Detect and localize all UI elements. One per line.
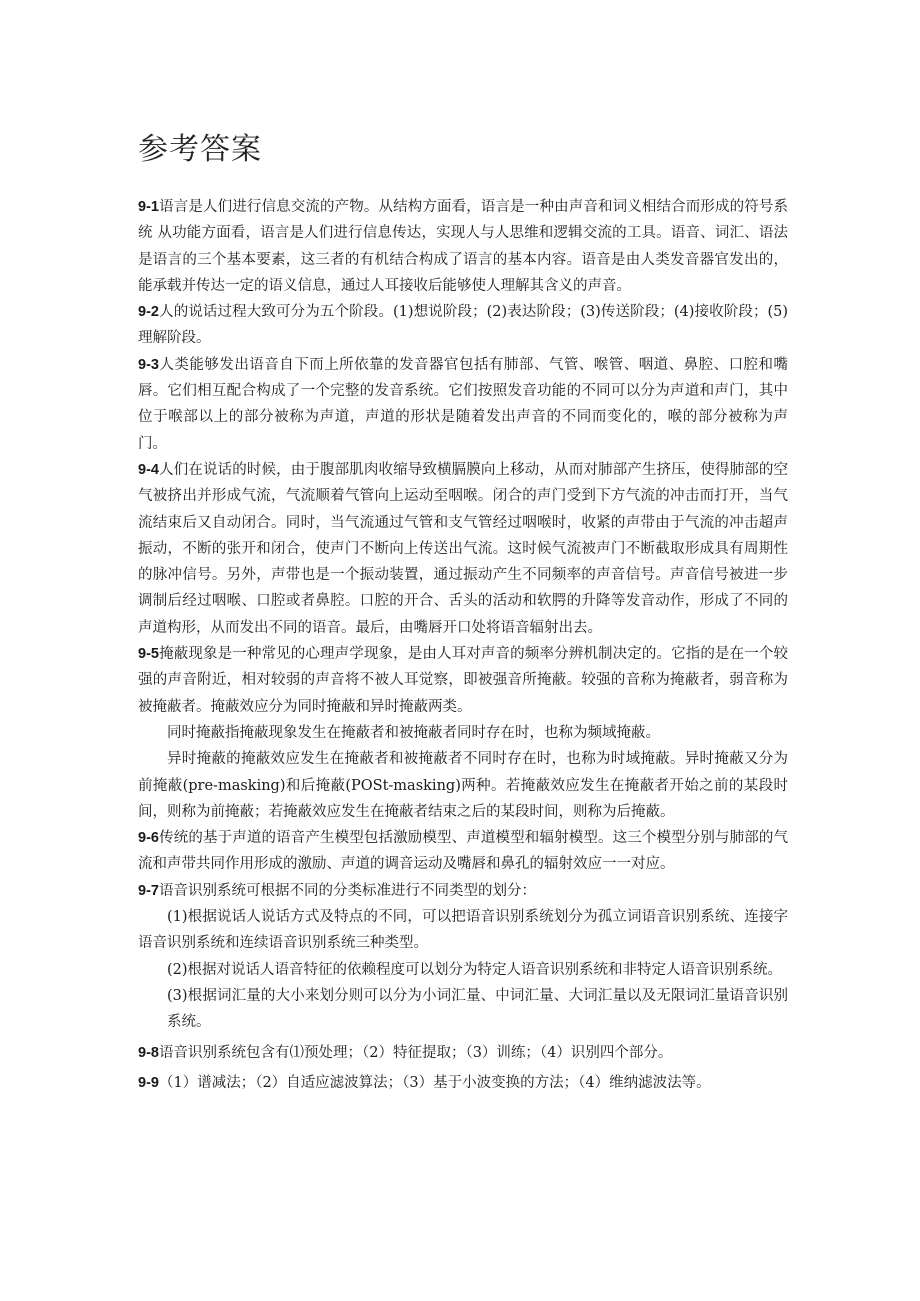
answer-text: 语音识别系统包含有⑴预处理；（2）特征提取；（3）训练；（4）识别四个部分。: [158, 1044, 673, 1061]
answer-text: 传统的基于声道的语音产生模型包括激励模型、声道模型和辐射模型。这三个模型分别与肺部的气流和声带共同作用形成的激励、声道的调音运动及嘴唇和鼻孔的辐射效应一一对应。: [138, 830, 788, 873]
answer-number: 9-8: [138, 1044, 159, 1061]
answer-9-7: [138, 878, 788, 904]
answer-text: 人的说话过程大致可分为五个阶段。(1)想说阶段；(2)表达阶段；(3)传送阶段；(4)接收阶段；(5)理解阶段。: [138, 304, 788, 347]
answer-9-5-simultaneous-masking: 同时掩蔽指掩蔽现象发生在掩蔽者和被掩蔽者同时存在时，也称为频域掩蔽。: [167, 724, 660, 741]
answer-9-5: [138, 641, 788, 720]
answer-9-7-item-2: (2)根据对说话人语音特征的依赖程度可以划分为特定人语音识别系统和非特定人语音识别系统。: [167, 961, 783, 978]
answer-9-7-item-1: (1)根据说话人说话方式及特点的不同，可以把语音识别系统划分为孤立词语音识别系统、连接字语音识别系统和连续语音识别系统三种类型。: [138, 909, 788, 952]
answer-9-5-temporal-masking: 异时掩蔽的掩蔽效应发生在掩蔽者和被掩蔽者不同时存在时，也称为时域掩蔽。异时掩蔽又分为前掩蔽(pre-masking)和后掩蔽(POSt-masking)两种。若掩蔽效应发生在掩蔽者开始之前的某段时间，则称为前掩蔽；若掩蔽效应发生在掩蔽者结束之后的某段时间，则称为后掩蔽。: [138, 751, 788, 820]
answer-number: 9-6: [138, 830, 159, 847]
answer-text: 掩蔽现象是一种常见的心理声学现象，是由人耳对声音的频率分辨机制决定的。它指的是在一个较强的声音附近，相对较弱的声音将不被人耳觉察，即被强音所掩蔽。较强的音称为掩蔽者，弱音称为被掩蔽者。掩蔽效应分为同时掩蔽和异时掩蔽两类。: [138, 646, 788, 715]
answer-number: 9-5: [138, 646, 159, 663]
answer-number: 9-9: [138, 1074, 159, 1091]
answer-number: 9-7: [138, 882, 159, 899]
answer-text: 语言是人们进行信息交流的产物。从结构方面看，语言是一种由声音和词义相结合而形成的符号系统 从功能方面看，语言是人们进行信息传达，实现人与人思维和逻辑交流的工具。语音、词汇、语法是语言的三个基本要素，这三者的有机结合构成了语言的基本内容。语音是由人类发音器官发出的，能承载并传达一定的语义信息，通过人耳接收后能够使人理解其含义的声音。: [138, 199, 788, 294]
answer-text: （1）谱减法；（2）自适应滤波算法；（3）基于小波变换的方法；（4）维纳滤波法等。: [158, 1074, 711, 1091]
answer-text: 人们在说话的时候，由于腹部肌肉收缩导致横膈膜向上移动，从而对肺部产生挤压，使得肺部的空气被挤出并形成气流，气流顺着气管向上运动至咽喉。闭合的声门受到下方气流的冲击而打开，当气流结束后又自动闭合。同时，当气流通过气管和支气管经过咽喉时，收紧的声带由于气流的冲击超声振动，不断的张开和闭合，使声门不断向上传送出气流。这时候气流被声门不断截取形成具有周期性的脉冲信号。另外，声带也是一个振动装置，通过振动产生不同频率的声音信号。声音信号被进一步调制后经过咽喉、口腔或者鼻腔。口腔的开合、舌头的活动和软腭的升降等发音动作，形成了不同的声道构形，从而发出不同的语音。最后，由嘴唇开口处将语音辐射出去。: [138, 461, 788, 636]
answer-9-7-item-3: (3)根据词汇量的大小来划分则可以分为小词汇量、中词汇量、大词汇量以及无限词汇量语音识别系统。: [167, 987, 788, 1031]
answer-number: 9-2: [138, 304, 159, 321]
answer-text: 语音识别系统可根据不同的分类标准进行不同类型的划分：: [158, 882, 536, 899]
answer-number: 9-1: [138, 199, 159, 215]
answer-number: 9-3: [138, 356, 159, 373]
answer-9-8: [138, 1040, 788, 1066]
answer-9-1: [138, 194, 788, 299]
answer-9-4: [138, 457, 788, 641]
answer-9-6: [138, 825, 788, 878]
answer-number: 9-4: [138, 461, 159, 478]
answer-9-2: [138, 299, 788, 352]
page-title: 参考答案: [138, 132, 262, 167]
answer-text: 人类能够发出语音自下而上所依靠的发音器官包括有肺部、气管、喉管、咽道、鼻腔、口腔和嘴唇。它们相互配合构成了一个完整的发音系统。它们按照发音功能的不同可以分为声道和声门，其中位于喉部以上的部分被称为声道，声道的形状是随着发出声音的不同而变化的，喉的部分被称为声门。: [138, 356, 788, 452]
answer-9-3: [138, 352, 788, 457]
answer-9-9: [138, 1070, 788, 1096]
answer-list: [138, 194, 788, 1096]
